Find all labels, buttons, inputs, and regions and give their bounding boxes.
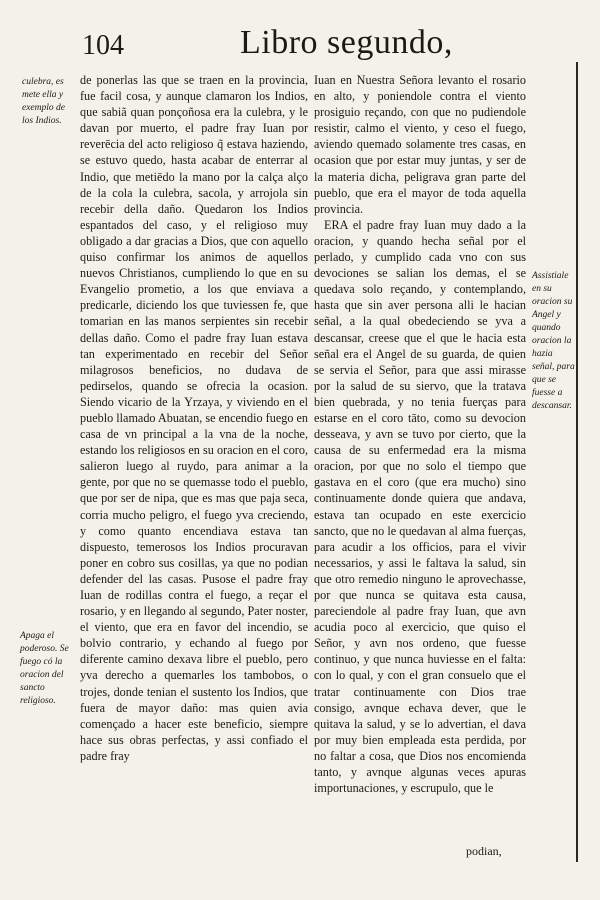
- margin-note-left-bottom: Apaga el poderoso. Se fuego có la oracion del sancto religioso.: [20, 631, 69, 706]
- right-text-column: [314, 72, 526, 796]
- right-column-paragraph-1: Iuan en Nuestra Señora levanto el rosario en alto, y poniendole contra el viento prosiguio reçando, con que no pudiendole resistir, calmo el viento, y ceso el fuego, aviendo quemado solamente tres casas, en ocasion que por estar muy juntas, y ser de la materia dicha, peligrava gran parte del pueblo, que era el mayor de toda aquella provincia.: [314, 73, 526, 216]
- right-column-paragraph-2: ERA el padre fray Iuan muy dado a la oracion, y quando hecha señal por el perlado, y cumplido cada vno con sus devociones se salian los demas, el se quedava solo reçando, y contemplando, hasta que sin aver persona alli le hacian señal, a la qual obedeciendo se yva a descansar, creese que el que le hacia esta señal era el Angel de su guarda, de quien se servia el Señor, para que assi mirasse por la salud de su siervo, que la tratava bien quebrada, y no tenia fuerças para estarse en el coro tāto, como su devocion desseava, y avn se tuvo por cierto, que la causa de su enfermedad era la misma oracion, por que no solo el tiempo que gastava en el coro (que era mucho) sino continuamente donde quiera que andava, estava tan ocupado en este exercicio sancto, que no le quedavan al alma fuerças, para acudir a los officios, para el vivir necessarios, y assi le faltava la salud, sin que otro remedio ninguno le aprovechasse, por que nunca se quitava esta causa, pareciendole al padre fray Iuan, que avn acudia poco al exercicio, que quiso el Señor, y avn nos ordeno, que fuesse continuo, y que nunca huviesse en el falta: con lo qual, y con el gran consuelo que el tratar continuamente con Dios trae consigo, avnque echava dever, que le quitava la salud, y se lo advertian, el dava por muy bien empleada esta perdida, por no faltar a cosa, que Dios nos encomienda tanto, y avnque algunas veces apuras importunaciones, y escrupulo, que le: [314, 217, 526, 796]
- page-number: 104: [82, 30, 124, 61]
- running-title: Libro segundo,: [240, 24, 453, 61]
- catchword: podian,: [466, 844, 502, 858]
- margin-note-left-top: culebra, es mete ella y exemplo de los Indios.: [22, 77, 65, 126]
- page-border-rule: [576, 62, 578, 862]
- left-text-column: [80, 72, 308, 764]
- margin-note-right: Assistiale en su oracion su Angel y quando oracion la hazia señal, para que se fuesse a descansar.: [532, 271, 575, 411]
- left-column-text: de ponerlas las que se traen en la provincia, fue facil cosa, y aunque clamaron los Indios, que sabiã quan ponçoñosa era la culebra, y le davan por muerto, el padre fray Iuan por reverēcia del acto religioso q̃ estava haziendo, se estuvo quedo, hasta acabar de enterrar al Indio, que metiēdo la mano por la calça alço de la cola la culebra, sacola, y arrojola sin recebir della daño. Quedaron los Indios espantados del caso, y el religioso muy obligado a dar gracias a Dios, que con aquello quiso confirmar los animos de aquellos nuevos Christianos, cumpliendo lo que en su Evangelio prometio, a los que enviava a predicarle, diciendo los que tuviessen fe, que tomarian en las manos serpientes sin recebir dellas daño. Como el padre fray Iuan estava tan experimentado en recebir del Señor milagrosos beneficios, no dudava de pedirselos, quando se ofrecia la ocasion. Siendo vicario de la Yrzaya, y viviendo en el pueblo llamado Abuatan, se encendio fuego en casa de vn principal a la vna de la noche, estando los religiosos en su oracion en el coro, salieron luego al ruydo, para animar a la gente, por que no se quemasse todo el pueblo, que por ser de nipa, que es mas que paja seca, corria mucho peligro, el fuego yva creciendo, y como quanto encendiava estava tan dispuesto, temerosos los Indios procuravan poner en cobro sus cosillas, ya que no podian defender del las casas. Pusose el padre fray Iuan de rodillas contra el fuego, a reçar el rosario, y en llegando al segundo, Pater noster, el viento, que era en favor del incendio, se bolvio contrario, y echando al fuego por diferente camino dexava libre el pueblo, pero yva derecho a quemarles los tambobos, o trojes, donde tenian el sustento los Indios, que fuera de mayor daño: mas quien avia començado a hacer este beneficio, siempre hace sus obras perfectas, y assi confiado el padre fray: [80, 73, 308, 763]
